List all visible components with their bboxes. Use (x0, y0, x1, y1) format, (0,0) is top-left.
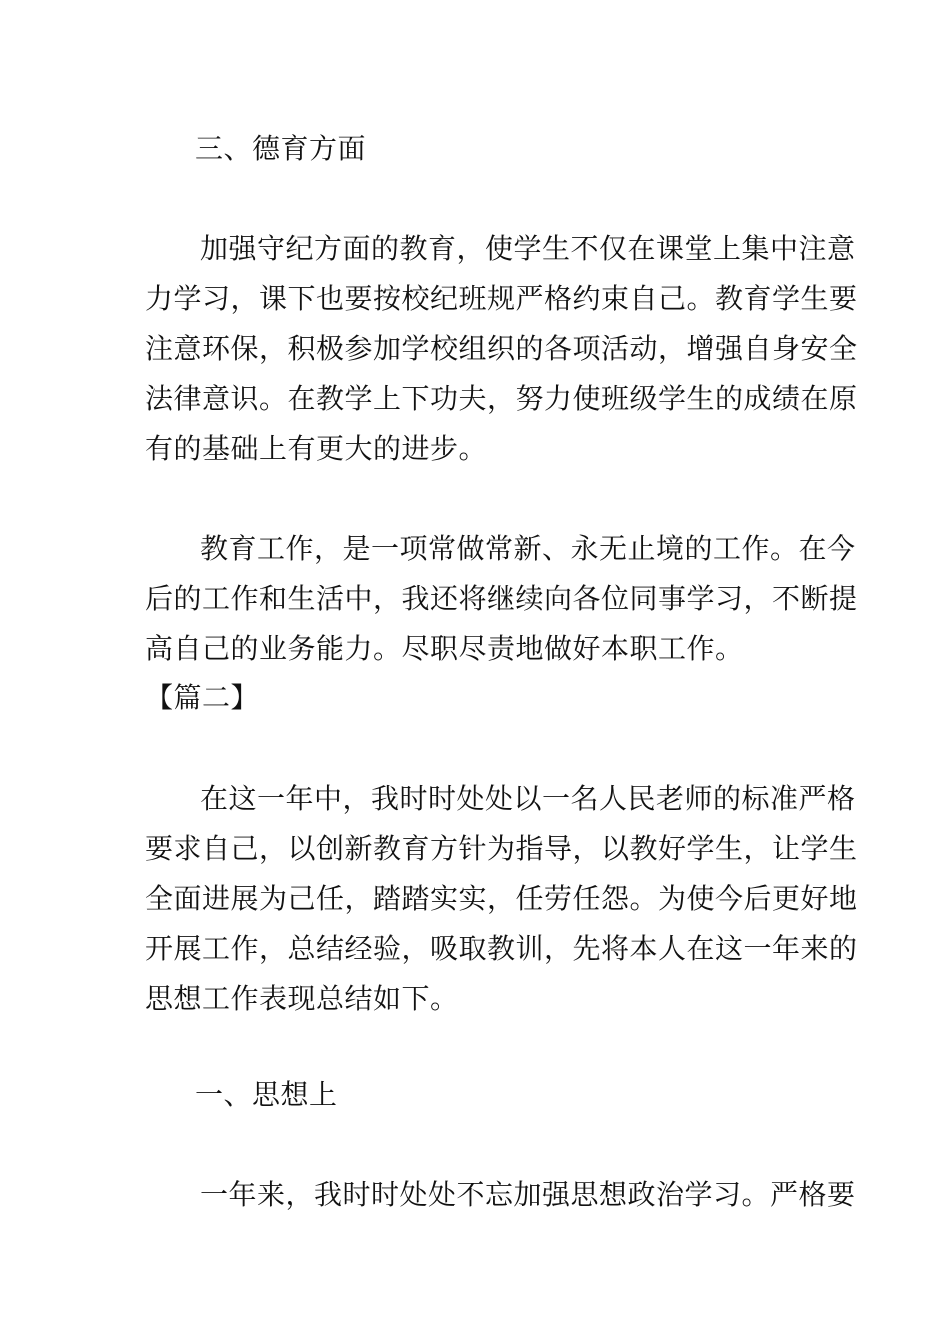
paragraph-line: 在这一年中，我时时处处以一名人民老师的标准严格 (200, 782, 856, 815)
paragraph-line: 教育工作，是一项常做常新、永无止境的工作。在今 (200, 532, 856, 565)
part-marker: 【篇二】 (145, 681, 260, 714)
paragraph-line: 全面进展为己任，踏踏实实，任劳任怨。为使今后更好地 (145, 882, 858, 915)
section-heading-ideology: 一、思想上 (195, 1078, 338, 1111)
section-heading-moral-education: 三、德育方面 (195, 132, 367, 165)
paragraph-line: 加强守纪方面的教育，使学生不仅在课堂上集中注意 (200, 232, 856, 265)
paragraph-line: 有的基础上有更大的进步。 (145, 432, 488, 465)
paragraph-line: 高自己的业务能力。尽职尽责地做好本职工作。 (145, 632, 744, 665)
paragraph-line: 法律意识。在教学上下功夫，努力使班级学生的成绩在原 (145, 382, 858, 415)
paragraph-line: 开展工作，总结经验，吸取教训，先将本人在这一年来的 (145, 932, 858, 965)
paragraph-line: 思想工作表现总结如下。 (145, 982, 459, 1015)
paragraph-line: 力学习，课下也要按校纪班规严格约束自己。教育学生要 (145, 282, 858, 315)
paragraph-line: 要求自己，以创新教育方针为指导，以教好学生，让学生 (145, 832, 858, 865)
paragraph-line: 注意环保，积极参加学校组织的各项活动，增强自身安全 (145, 332, 858, 365)
paragraph-line: 后的工作和生活中，我还将继续向各位同事学习，不断提 (145, 582, 858, 615)
paragraph-line: 一年来，我时时处处不忘加强思想政治学习。严格要 (200, 1178, 856, 1211)
